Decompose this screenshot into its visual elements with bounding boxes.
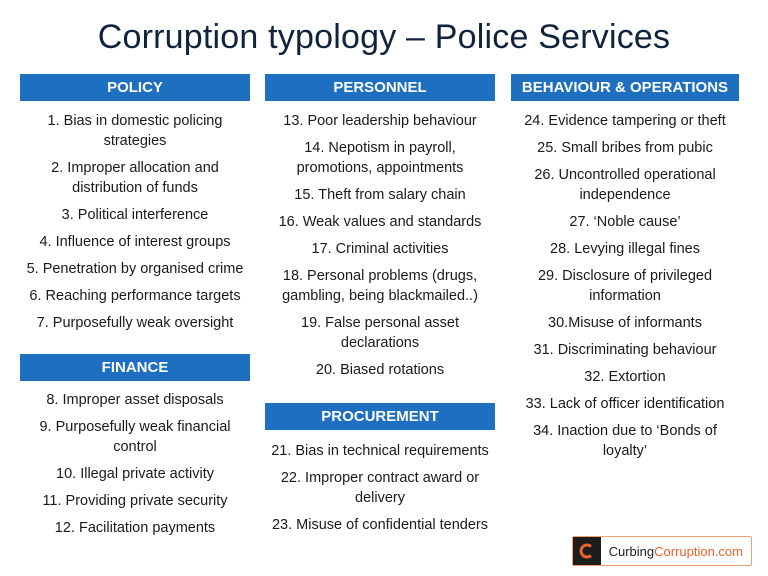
list-item: 18. Personal problems (drugs, gambling, being blackmailed..)	[282, 268, 478, 304]
list-item: 1. Bias in domestic policing strategies	[47, 113, 223, 149]
list-item: 6. Reaching performance targets	[29, 288, 241, 304]
list-item: 16. Weak values and standards	[278, 214, 482, 230]
list-item: 29. Disclosure of privileged information	[537, 268, 713, 304]
list-item: 13. Poor leadership behaviour	[283, 113, 477, 129]
list-item: 24. Evidence tampering or theft	[524, 113, 726, 129]
behaviour-operations-header: BEHAVIOUR & OPERATIONS	[511, 74, 739, 101]
list-item: 12. Facilitation payments	[54, 520, 216, 536]
policy-header: POLICY	[20, 74, 250, 101]
list-item: 15. Theft from salary chain	[294, 187, 466, 203]
personnel-section	[265, 74, 495, 387]
list-item: 4. Influence of interest groups	[39, 234, 231, 250]
policy-section	[20, 74, 250, 340]
list-item: 27. ‘Noble cause’	[569, 214, 681, 230]
personnel-list	[265, 111, 495, 380]
list-item: 19. False personal asset declarations	[301, 315, 459, 351]
list-item: 33. Lack of officer identification	[525, 396, 725, 412]
list-item: 5. Penetration by organised crime	[26, 261, 244, 277]
brand-text-part2: Corruption.com	[654, 543, 743, 559]
finance-list	[20, 390, 250, 538]
list-item: 10. Illegal private activity	[56, 466, 214, 482]
list-item: 31. Discriminating behaviour	[533, 342, 717, 358]
procurement-list	[265, 441, 495, 535]
list-item: 23. Misuse of confidential tenders	[271, 517, 488, 533]
list-item: 14. Nepotism in payroll, promotions, appointments	[296, 140, 464, 176]
list-item: 34. Inaction due to ‘Bonds of loyalty’	[533, 423, 717, 459]
behaviour-operations-list	[511, 111, 739, 461]
list-item: 22. Improper contract award or delivery	[280, 470, 480, 506]
list-item: 20. Biased rotations	[315, 362, 445, 378]
personnel-header: PERSONNEL	[265, 74, 495, 101]
finance-section	[20, 354, 250, 545]
policy-list	[20, 111, 250, 333]
brand-badge[interactable]	[572, 536, 752, 566]
page-title: Corruption typology – Police Services	[97, 18, 671, 56]
finance-header: FINANCE	[20, 354, 250, 381]
list-item: 17. Criminal activities	[311, 241, 449, 257]
brand-text-part1: Curbing	[608, 543, 655, 559]
list-item: 11. Providing private security	[42, 493, 228, 509]
list-item: 8. Improper asset disposals	[46, 392, 224, 408]
list-item: 9. Purposefully weak financial control	[39, 419, 231, 455]
list-item: 30.Misuse of informants	[548, 315, 702, 331]
procurement-section	[265, 403, 495, 542]
list-item: 7. Purposefully weak oversight	[36, 315, 234, 331]
list-item: 25. Small bribes from pubic	[537, 140, 713, 156]
list-item: 21. Bias in technical requirements	[271, 443, 489, 459]
c-logo-icon	[573, 537, 601, 565]
behaviour-operations-section	[511, 74, 739, 468]
list-item: 26. Uncontrolled operational independence	[534, 167, 716, 203]
list-item: 3. Political interference	[61, 207, 209, 223]
list-item: 32. Extortion	[584, 369, 666, 385]
list-item: 28. Levying illegal fines	[550, 241, 700, 257]
list-item: 2. Improper allocation and distribution of funds	[51, 160, 219, 196]
procurement-header: PROCUREMENT	[265, 403, 495, 430]
